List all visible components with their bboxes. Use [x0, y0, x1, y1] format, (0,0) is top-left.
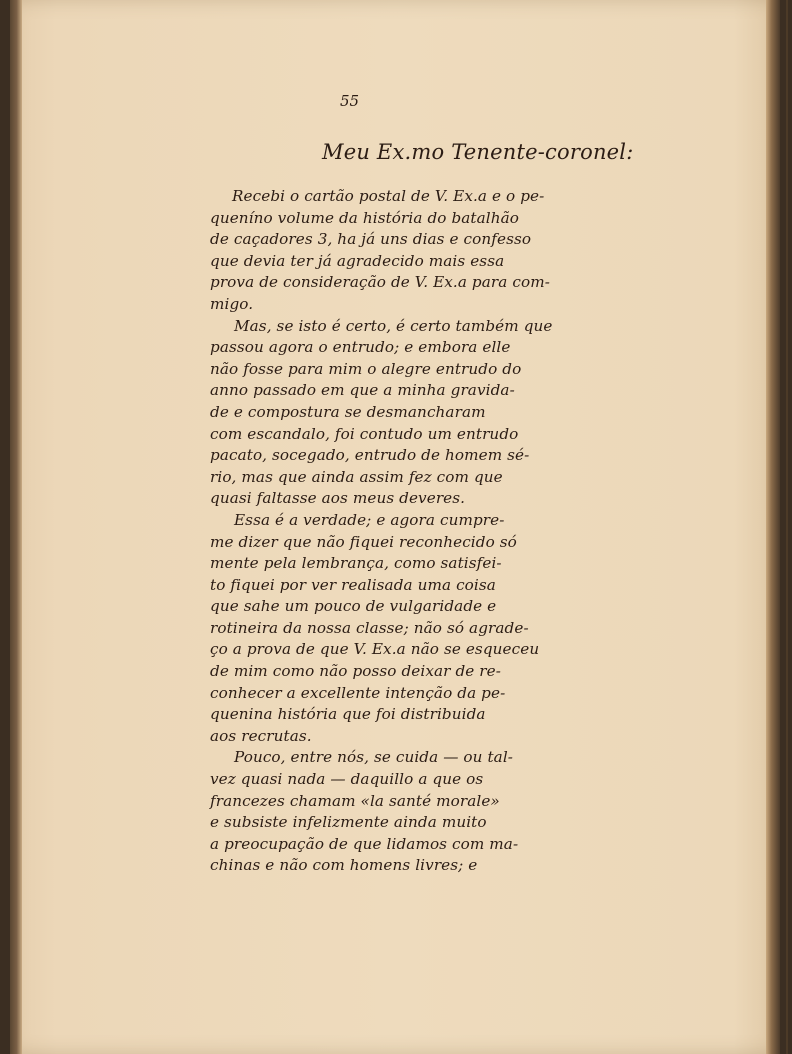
letter-line: passou agora o entrudo; e embora elle — [210, 338, 511, 357]
page-number: 55 — [340, 92, 360, 110]
letter-line: de caçadores 3, ha já uns dias e confesso — [210, 230, 532, 249]
letter-line: migo. — [210, 294, 254, 313]
letter-line: to fiquei por ver realisada uma coisa — [210, 575, 496, 594]
page-left-edge — [10, 0, 22, 1054]
letter-line: com escandalo, foi contudo um entrudo — [210, 424, 519, 443]
letter-line: que sahe um pouco de vulgaridade e — [210, 597, 497, 616]
letter-line: Pouco, entre nós, se cuida — ou tal- — [234, 748, 514, 767]
letter-line: quasi faltasse aos meus deveres. — [210, 489, 466, 508]
letter-line: francezes chamam «la santé morale» — [210, 791, 500, 810]
letter-line: queníno volume da história do batalhão — [210, 208, 520, 227]
page-fold — [786, 0, 788, 1054]
letter-line: Mas, se isto é certo, é certo também que — [234, 316, 553, 335]
letter-line: e subsiste infelizmente ainda muito — [210, 813, 487, 832]
letter-line: pacato, socegado, entrudo de homem sé- — [210, 446, 530, 465]
letter-body — [210, 186, 600, 877]
letter-salutation: Meu Ex.mo Tenente-coronel: — [322, 140, 634, 164]
letter-line: Essa é a verdade; e agora cumpre- — [234, 510, 505, 529]
letter-line: vez quasi nada — daquillo a que os — [210, 770, 484, 789]
letter-line: chinas e não com homens livres; e — [210, 856, 478, 875]
letter-line: não fosse para mim o alegre entrudo do — [210, 359, 522, 378]
letter-line: prova de consideração de V. Ex.a para com- — [210, 273, 550, 292]
letter-line: mente pela lembrança, como satisfei- — [210, 554, 502, 573]
page-right-edge — [766, 0, 780, 1054]
letter-line: rotineira da nossa classe; não só agrade- — [210, 618, 529, 637]
letter-page — [10, 0, 780, 1054]
letter-line: quenina história que foi distribuida — [210, 705, 486, 724]
letter-line: anno passado em que a minha gravida- — [210, 381, 515, 400]
letter-line: que devia ter já agradecido mais essa — [210, 251, 505, 270]
letter-line: rio, mas que ainda assim fez com que — [210, 467, 503, 486]
letter-line: me dizer que não fiquei reconhecido só — [210, 532, 517, 551]
letter-line: de mim como não posso deixar de re- — [210, 662, 501, 681]
letter-line: conhecer a excellente intenção da pe- — [210, 683, 506, 702]
letter-line: a preocupação de que lidamos com ma- — [210, 834, 519, 853]
letter-line: Recebi o cartão postal de V. Ex.a e o pe- — [232, 187, 545, 205]
letter-line: ço a prova de que V. Ex.a não se esqueceu — [210, 640, 540, 659]
letter-line: aos recrutas. — [210, 726, 312, 745]
letter-line: de e compostura se desmancharam — [210, 402, 486, 421]
